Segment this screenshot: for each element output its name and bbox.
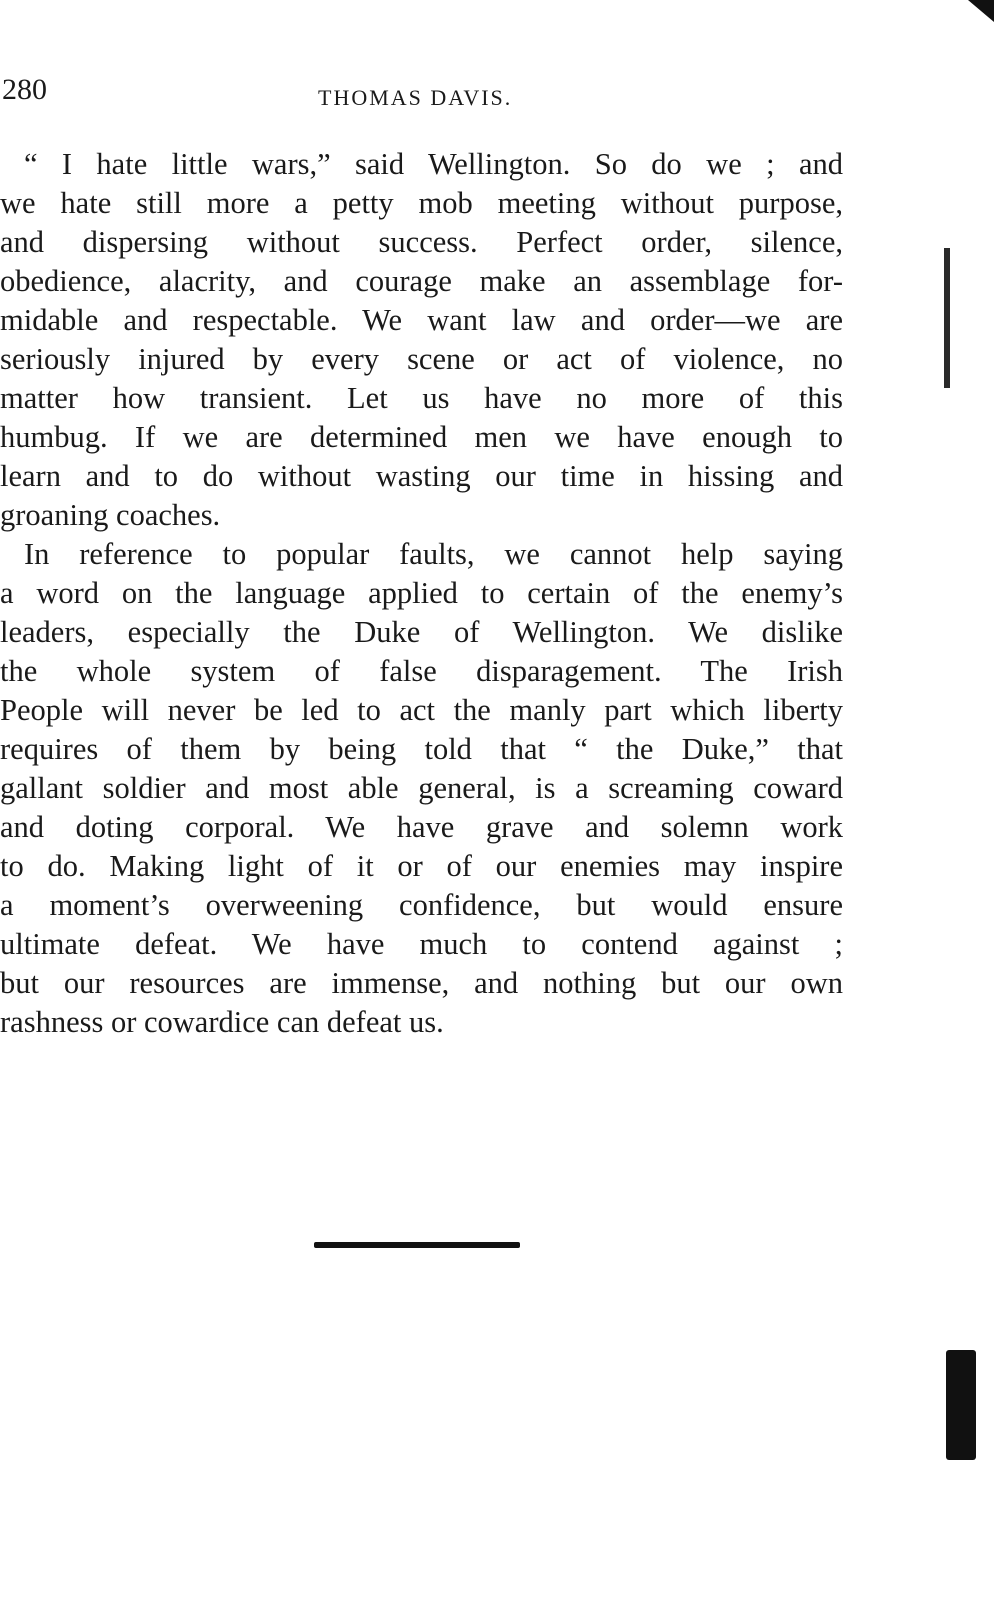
section-end-rule: [314, 1242, 520, 1248]
text-line: People will never be led to act the manly part which liberty: [0, 693, 843, 727]
text-line: and dispersing without success. Perfect order, silence,: [0, 225, 843, 259]
text-line: In reference to popular faults, we cannot help saying: [24, 537, 843, 571]
text-line: humbug. If we are determined men we have enough to: [0, 420, 843, 454]
text-line: learn and to do without wasting our time in hissing and: [0, 459, 843, 493]
scan-edge-mark: [968, 0, 994, 22]
scan-edge-rule: [944, 248, 950, 388]
running-title: THOMAS DAVIS.: [318, 85, 513, 110]
text-line: requires of them by being told that “ the Duke,” that: [0, 732, 843, 766]
text-line: we hate still more a petty mob meeting without purpose,: [0, 186, 843, 220]
scan-edge-shadow: [946, 1350, 976, 1460]
text-line: rashness or cowardice can defeat us.: [0, 1005, 444, 1039]
text-line: and doting corporal. We have grave and solemn work: [0, 810, 843, 844]
page-number: 280: [2, 73, 47, 106]
text-line: leaders, especially the Duke of Wellington. We dislike: [0, 615, 843, 649]
text-line: to do. Making light of it or of our enemies may inspire: [0, 849, 843, 883]
text-line: “ I hate little wars,” said Wellington. So do we ; and: [24, 147, 843, 181]
text-line: matter how transient. Let us have no more of this: [0, 381, 843, 415]
text-line: the whole system of false disparagement. The Irish: [0, 654, 843, 688]
text-line: a moment’s overweening confidence, but would ensure: [0, 888, 843, 922]
text-line: seriously injured by every scene or act of violence, no: [0, 342, 843, 376]
text-line: obedience, alacrity, and courage make an assemblage for-: [0, 264, 843, 298]
text-line: but our resources are immense, and nothing but our own: [0, 966, 843, 1000]
text-line: midable and respectable. We want law and order—we are: [0, 303, 843, 337]
text-line: ultimate defeat. We have much to contend against ;: [0, 927, 843, 961]
text-line: gallant soldier and most able general, is a screaming coward: [0, 771, 843, 805]
text-line: a word on the language applied to certain of the enemy’s: [0, 576, 843, 610]
text-line: groaning coaches.: [0, 498, 221, 532]
